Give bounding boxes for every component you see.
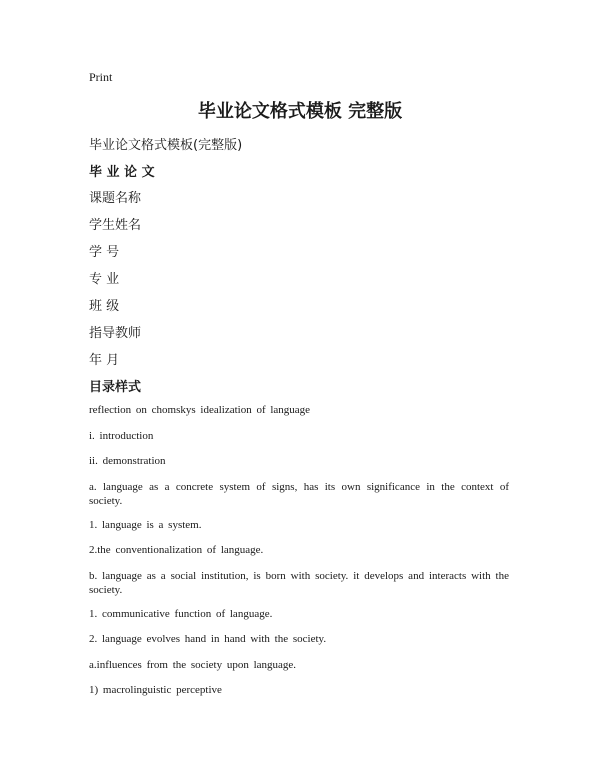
toc-item: reflection on chomskys idealization of language	[89, 404, 311, 416]
toc-item: 1) macrolinguistic perceptive	[89, 684, 222, 696]
field-advisor: 指导教师	[89, 326, 142, 341]
print-label: Print	[89, 70, 113, 84]
field-student-name: 学生姓名	[89, 218, 142, 233]
thesis-heading: 毕 业 论 文	[89, 165, 155, 180]
toc-item: ii. demonstration	[89, 455, 166, 467]
field-date: 年 月	[89, 353, 120, 368]
document-title: 毕业论文格式模板 完整版	[197, 101, 403, 122]
document-subtitle: 毕业论文格式模板(完整版)	[89, 138, 243, 153]
toc-item: 1. language is a system.	[89, 519, 202, 531]
field-major: 专 业	[89, 272, 120, 287]
field-class: 班 级	[89, 299, 120, 314]
toc-item: a.influences from the society upon language.	[89, 659, 297, 671]
toc-heading: 目录样式	[89, 380, 142, 395]
toc-item: i. introduction	[89, 430, 154, 442]
toc-item: 2.the conventionalization of language.	[89, 544, 264, 556]
toc-item: 2. language evolves hand in hand with the society.	[89, 633, 327, 645]
field-topic: 课题名称	[89, 191, 142, 206]
field-student-id: 学 号	[89, 245, 120, 260]
toc-item: 1. communicative function of language.	[89, 608, 273, 620]
toc-item: a. language as a concrete system of signs, has its own significance in the context of society.	[89, 481, 509, 507]
toc-item: b. language as a social institution, is born with society. it develops and interacts with the society.	[89, 570, 509, 596]
